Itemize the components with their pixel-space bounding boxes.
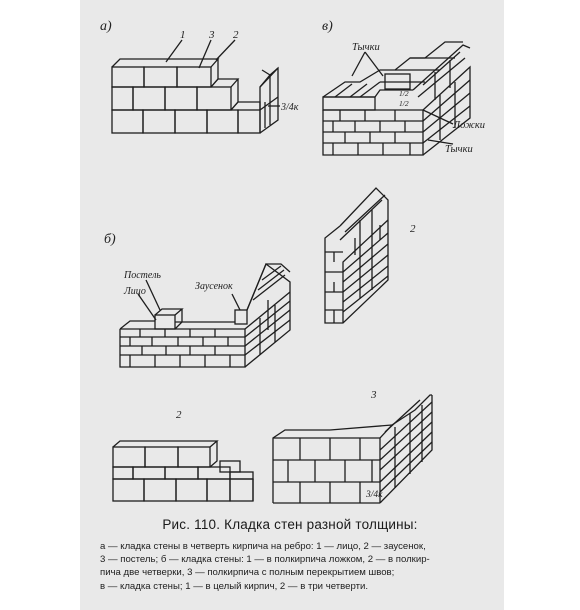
litso-label: Лицо: [124, 286, 146, 297]
panel-3-drawing: [273, 395, 432, 503]
panel-a-drawing: [112, 40, 280, 133]
caption-line-2: 3 — постель; б — кладка стены: 1 — в полкирпича ложком, 2 — в полкир-: [100, 554, 430, 566]
number-2-left: 2: [176, 409, 182, 421]
three-quarter-bottom-label: 3/4к: [366, 490, 383, 500]
number-2-right: 2: [410, 223, 416, 235]
panel-v-drawing: [323, 42, 470, 155]
zausenok-label: Заусенок: [195, 281, 233, 292]
panel-v-label: в): [322, 19, 333, 34]
lozhki-label: Ложки: [453, 120, 486, 131]
figure-caption: [100, 540, 490, 593]
tychki-top-label: Тычки: [352, 42, 380, 53]
callout-3: 3: [209, 29, 215, 41]
panel-b2-drawing: [325, 188, 388, 323]
panel-a-label: а): [100, 19, 112, 34]
panel-b-label: б): [104, 232, 116, 247]
callout-2: 2: [233, 29, 239, 41]
postel-label: Постель: [124, 270, 161, 281]
caption-line-3: пича две четверки, 3 — полкирпича с полным перекрытием швов;: [100, 567, 395, 579]
tychki-bottom-label: Тычки: [445, 144, 473, 155]
half-top-label: 1/2: [399, 89, 409, 98]
half-bottom-label: 1/2: [399, 99, 409, 108]
panel-2-drawing: [113, 441, 253, 501]
three-quarter-label: 3/4к: [281, 102, 299, 113]
number-3: 3: [371, 389, 377, 401]
caption-line-1: а — кладка стены в четверть кирпича на ребро: 1 — лицо, 2 — заусенок,: [100, 541, 426, 552]
figure-title: Рис. 110. Кладка стен разной толщины:: [162, 517, 418, 532]
callout-1: 1: [180, 29, 186, 41]
caption-line-4: в — кладка стены; 1 — в целый кирпич, 2 — в три четверти.: [100, 580, 368, 592]
